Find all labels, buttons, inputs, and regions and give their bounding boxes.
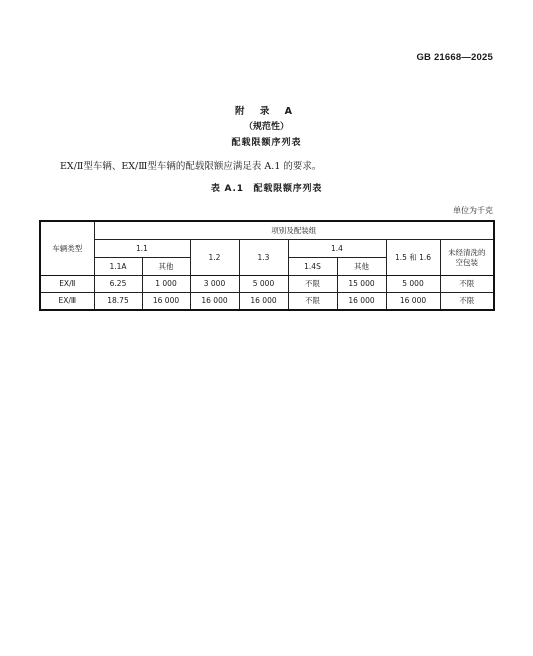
header-1-4: 1.4 (288, 240, 386, 258)
header-1-2: 1.2 (190, 240, 239, 276)
table-header-row-1 (40, 221, 494, 240)
header-1-5-1-6: 1.5 和 1.6 (386, 240, 440, 276)
table-header-row-2 (40, 240, 494, 258)
cell-1-1A: 18.75 (94, 293, 142, 311)
cell-vehicle-type: EX/Ⅱ (40, 276, 94, 293)
header-1-4S: 1.4S (288, 258, 337, 276)
table-row (40, 276, 494, 293)
cell-1-1-other: 1 000 (142, 276, 190, 293)
cell-1-4S: 不限 (288, 276, 337, 293)
annex-heading: 配载限额序列表 (231, 138, 302, 148)
cell-1-1A: 6.25 (94, 276, 142, 293)
cell-1-3: 5 000 (239, 276, 288, 293)
cell-1-3: 16 000 (239, 293, 288, 311)
header-group-label: 项别及配装组 (94, 221, 494, 240)
cell-1-2: 3 000 (190, 276, 239, 293)
header-1-3: 1.3 (239, 240, 288, 276)
cell-empty-packaging: 不限 (440, 293, 494, 311)
body-paragraph: EX/Ⅱ型车辆、EX/Ⅲ型车辆的配载限额应满足表 A.1 的要求。 (60, 161, 322, 172)
header-1-4-other: 其他 (337, 258, 386, 276)
header-1-1: 1.1 (94, 240, 190, 258)
header-vehicle-type: 车辆类型 (40, 221, 94, 276)
cell-1-1-other: 16 000 (142, 293, 190, 311)
table-title: 表 A.1 配载限额序列表 (210, 184, 323, 194)
cell-1-2: 16 000 (190, 293, 239, 311)
cell-1-5-1-6: 5 000 (386, 276, 440, 293)
cell-1-5-1-6: 16 000 (386, 293, 440, 311)
annex-title: 附 录 A (235, 106, 298, 117)
standard-code: GB 21668—2025 (416, 52, 493, 63)
header-1-1-other: 其他 (142, 258, 190, 276)
table-unit: 单位为千克 (453, 206, 493, 215)
header-1-1A: 1.1A (94, 258, 142, 276)
load-limit-table (39, 220, 495, 311)
cell-empty-packaging: 不限 (440, 276, 494, 293)
cell-1-4-other: 16 000 (337, 293, 386, 311)
cell-vehicle-type: EX/Ⅲ (40, 293, 94, 311)
table-row (40, 293, 494, 311)
cell-1-4S: 不限 (288, 293, 337, 311)
cell-1-4-other: 15 000 (337, 276, 386, 293)
header-empty-packaging: 未经清洗的空包装 (440, 240, 494, 276)
annex-nature: （规范性） (243, 122, 289, 132)
